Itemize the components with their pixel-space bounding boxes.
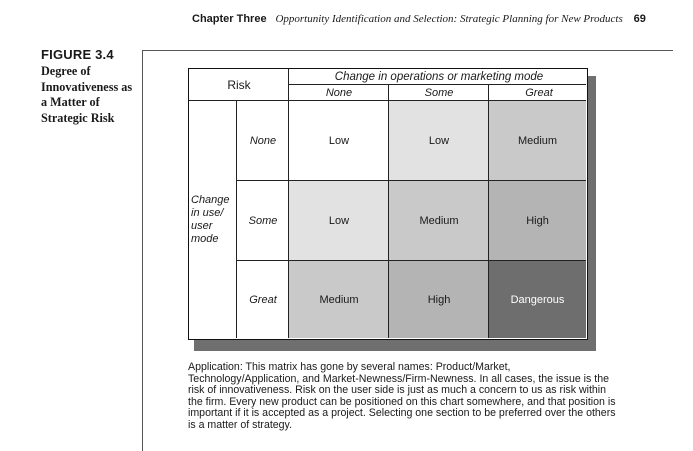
corner-label: Risk xyxy=(227,78,251,92)
matrix-cell: Low xyxy=(289,181,389,261)
figure-number: FIGURE 3.4 xyxy=(41,47,114,62)
grid-line xyxy=(488,84,489,338)
application-note: Application: This matrix has gone by several names: Product/Market, Technology/Application, and Market-Newness/Firm-Newness. In all cases, the issue is the risk of innovativeness. Risk on the user side is just as much a concern to us as risk within the firm. Every new product can be positioned on this chart somewhere, and that position is important if it is accepted as a project. Selecting one section to be preferred over the others is a matter of strategy. xyxy=(188,361,616,431)
matrix-cell: Medium xyxy=(389,181,489,261)
matrix-cell: High xyxy=(489,181,586,261)
grid-line xyxy=(236,100,237,338)
column-group-label: Change in operations or marketing mode xyxy=(334,71,544,83)
grid-line xyxy=(288,69,289,338)
page-header xyxy=(192,13,652,25)
matrix-cell: Low xyxy=(289,101,389,181)
row-label-some: Some xyxy=(248,215,278,227)
matrix-cell: Medium xyxy=(289,261,389,338)
chapter-title: Chapter Three xyxy=(192,13,267,25)
row-label-none: None xyxy=(249,135,277,147)
page-number: 69 xyxy=(633,13,646,25)
column-label-some: Some xyxy=(424,87,454,99)
matrix-cell: High xyxy=(389,261,489,338)
column-label-great: Great xyxy=(525,87,553,99)
grid-line xyxy=(289,84,586,85)
risk-matrix xyxy=(188,68,588,340)
figure-label xyxy=(41,47,141,126)
matrix-cell: Medium xyxy=(489,101,586,181)
row-label-great: Great xyxy=(249,294,277,306)
grid-line xyxy=(388,84,389,338)
grid-line xyxy=(237,260,586,261)
column-label-none: None xyxy=(325,87,353,99)
matrix-cell-dangerous: Dangerous xyxy=(489,261,586,338)
chapter-subtitle: Opportunity Identification and Selection: Strategic Planning for New Products xyxy=(275,13,623,25)
figure-caption: Degree of Innovativeness as a Matter of Strategic Risk xyxy=(41,64,133,125)
matrix-cell: Low xyxy=(389,101,489,181)
row-group-label: Change in use/ user mode xyxy=(191,194,230,245)
grid-line xyxy=(237,180,586,181)
